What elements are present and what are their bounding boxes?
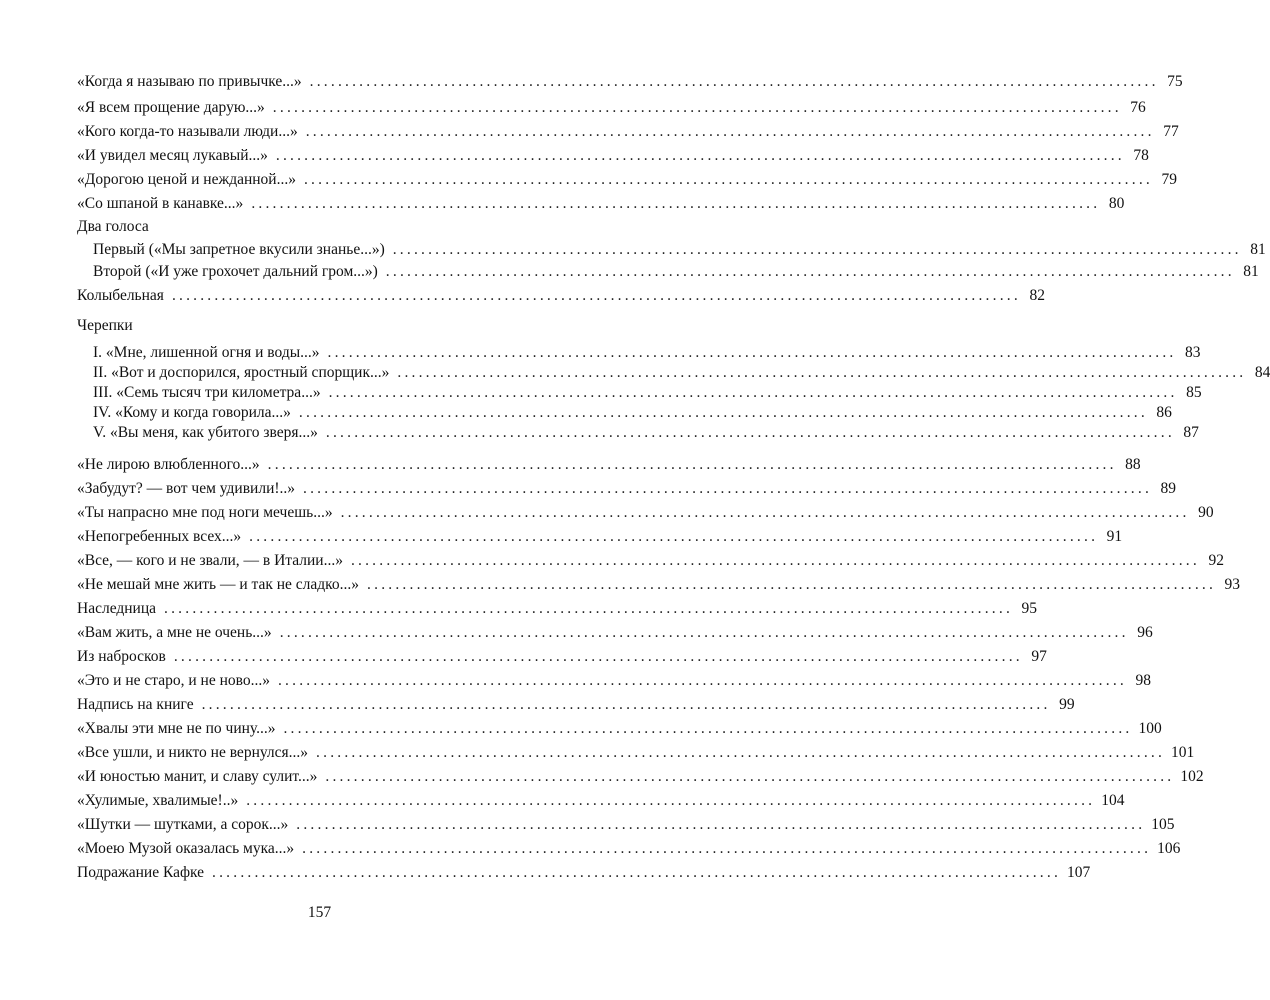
toc-entry-page: 101 <box>1171 744 1195 761</box>
leader-dots: ........................................................................................................................ <box>367 576 1217 593</box>
toc-entry-title: «Это и не старо, и не ново...» <box>77 672 270 689</box>
section-heading-shards: Черепки <box>77 317 133 334</box>
leader-dots: ........................................................................................................................ <box>328 384 1178 401</box>
leader-dots: ........................................................................................................................ <box>275 147 1125 164</box>
toc-entry-title: Надпись на книге <box>77 696 194 713</box>
leader-dots: ........................................................................................................................ <box>392 241 1242 258</box>
toc-entry <box>77 863 1091 883</box>
toc-entry <box>77 839 1181 859</box>
toc-entry-page: 105 <box>1151 816 1175 833</box>
leader-dots: ........................................................................................................................ <box>302 840 1152 857</box>
toc-entry-title: «Не лирою влюбленного...» <box>77 456 260 473</box>
leader-dots: ........................................................................................................................ <box>212 864 1062 881</box>
leader-dots: ........................................................................................................................ <box>316 744 1166 761</box>
leader-dots: ........................................................................................................................ <box>267 456 1117 473</box>
toc-entry-page: 95 <box>1021 600 1038 617</box>
leader-dots: ........................................................................................................................ <box>249 528 1099 545</box>
toc-entry-title: IV. «Кому и когда говорила...» <box>93 404 291 421</box>
leader-dots: ........................................................................................................................ <box>283 720 1133 737</box>
toc-entry-title: «Все ушли, и никто не вернулся...» <box>77 744 309 761</box>
leader-dots: ........................................................................................................................ <box>309 73 1159 90</box>
toc-entry <box>77 455 1141 475</box>
toc-entry <box>77 623 1153 643</box>
toc-entry-page: 79 <box>1161 171 1177 188</box>
toc-entry <box>77 343 1201 363</box>
leader-dots: ........................................................................................................................ <box>325 768 1175 785</box>
toc-entry-title: «Со шпаной в канавке...» <box>77 195 244 212</box>
toc-entry-page: 90 <box>1198 504 1214 521</box>
toc-entry-title: «Шутки — шутками, а сорок...» <box>77 816 289 833</box>
toc-entry <box>77 146 1149 166</box>
toc-entry-page: 86 <box>1156 404 1172 421</box>
toc-entry <box>77 671 1151 691</box>
toc-entry-title: «И юностью манит, и славу сулит...» <box>77 768 318 785</box>
leader-dots: ........................................................................................................................ <box>272 99 1122 116</box>
toc-entry-page: 102 <box>1180 768 1204 785</box>
toc-entry-title: Второй («И уже грохочет дальний гром...») <box>93 263 378 280</box>
toc-entry <box>77 383 1202 403</box>
leader-dots: ........................................................................................................................ <box>164 600 1014 617</box>
toc-entry-page: 80 <box>1108 195 1125 212</box>
leader-dots: ........................................................................................................................ <box>277 672 1127 689</box>
toc-entry-title: «Забудут? — вот чем удивили!..» <box>77 480 296 497</box>
toc-entry-page: 106 <box>1157 840 1181 857</box>
toc-entry <box>77 791 1125 811</box>
toc-entry <box>77 403 1172 423</box>
toc-entry <box>77 479 1177 499</box>
toc-entry <box>77 72 1183 92</box>
toc-entry-title: Первый («Мы запретное вкусили знанье...») <box>93 241 385 258</box>
leader-dots: ........................................................................................................................ <box>251 195 1101 212</box>
toc-entry <box>77 767 1204 787</box>
leader-dots: ........................................................................................................................ <box>303 171 1153 188</box>
toc-entry-page: 107 <box>1067 864 1091 881</box>
toc-entry-page: 76 <box>1130 99 1146 116</box>
toc-entry-title: I. «Мне, лишенной огня и воды...» <box>93 344 320 361</box>
toc-entry-page: 82 <box>1029 287 1045 304</box>
leader-dots: ........................................................................................................................ <box>279 624 1129 641</box>
leader-dots: ........................................................................................................................ <box>201 696 1051 713</box>
page-number: 157 <box>307 904 332 921</box>
leader-dots: ........................................................................................................................ <box>305 123 1155 140</box>
toc-entry-title: «Ты напрасно мне под ноги мечешь...» <box>77 504 333 521</box>
toc-entry-title: «Вам жить, а мне не очень...» <box>77 624 272 641</box>
toc-entry <box>77 575 1241 595</box>
toc-entry <box>77 363 1270 383</box>
toc-entry-page: 89 <box>1160 480 1177 497</box>
toc-entry-page: 104 <box>1101 792 1125 809</box>
toc-entry-page: 78 <box>1133 147 1149 164</box>
toc-entry-title: «Моею Музой оказалась мука...» <box>77 840 295 857</box>
toc-entry-page: 96 <box>1137 624 1153 641</box>
leader-dots: ........................................................................................................................ <box>350 552 1200 569</box>
toc-entry <box>77 647 1047 667</box>
leader-dots: ........................................................................................................................ <box>173 648 1023 665</box>
toc-entry-page: 77 <box>1163 123 1179 140</box>
leader-dots: ........................................................................................................................ <box>385 263 1235 280</box>
toc-entry <box>77 240 1266 260</box>
toc-entry <box>77 815 1175 835</box>
toc-entry-page: 81 <box>1243 263 1259 280</box>
leader-dots: ........................................................................................................................ <box>340 504 1190 521</box>
toc-entry-page: 84 <box>1254 364 1270 381</box>
toc-entry-title: «Кого когда-то называли люди...» <box>77 123 298 140</box>
leader-dots: ........................................................................................................................ <box>298 404 1148 421</box>
leader-dots: ........................................................................................................................ <box>296 816 1146 833</box>
leader-dots: ........................................................................................................................ <box>327 344 1177 361</box>
toc-entry <box>77 551 1224 571</box>
section-heading-two-voices: Два голоса <box>77 218 149 235</box>
toc-entry <box>77 122 1179 142</box>
toc-entry-page: 99 <box>1059 696 1075 713</box>
toc-entry <box>77 262 1259 282</box>
leader-dots: ........................................................................................................................ <box>171 287 1021 304</box>
toc-entry-title: «Непогребенных всех...» <box>77 528 242 545</box>
leader-dots: ........................................................................................................................ <box>397 364 1247 381</box>
toc-entry-page: 98 <box>1135 672 1151 689</box>
toc-entry <box>77 527 1123 547</box>
toc-entry <box>77 170 1177 190</box>
toc-entry-page: 75 <box>1167 73 1183 90</box>
toc-entry <box>77 194 1125 214</box>
toc-entry <box>77 503 1214 523</box>
toc-entry-page: 81 <box>1250 241 1266 258</box>
toc-entry-page: 88 <box>1125 456 1141 473</box>
leader-dots: ........................................................................................................................ <box>325 424 1175 441</box>
toc-entry-title: «Не мешай мне жить — и так не сладко...» <box>77 576 360 593</box>
toc-entry <box>77 286 1045 306</box>
toc-entry-title: «Я всем прощение дарую...» <box>77 99 265 116</box>
toc-entry-title: II. «Вот и доспорился, яростный спорщик...» <box>93 364 390 381</box>
toc-entry-title: Подражание Кафке <box>77 864 205 881</box>
toc-entry-title: «Когда я называю по привычке...» <box>77 73 302 90</box>
toc-entry-page: 92 <box>1208 552 1224 569</box>
toc-entry-title: Колыбельная <box>77 287 164 304</box>
leader-dots: ........................................................................................................................ <box>303 480 1153 497</box>
toc-entry-title: «Хулимые, хвалимые!..» <box>77 792 239 809</box>
leader-dots: ........................................................................................................................ <box>246 792 1096 809</box>
toc-entry-page: 100 <box>1138 720 1162 737</box>
toc-entry-page: 91 <box>1106 528 1123 545</box>
toc-entry <box>77 743 1195 763</box>
toc-entry-page: 83 <box>1185 344 1201 361</box>
toc-entry-title: «Все, — кого и не звали, — в Италии...» <box>77 552 343 569</box>
toc-entry-title: Наследница <box>77 600 157 617</box>
toc-entry-title: «Дорогою ценой и нежданной...» <box>77 171 296 188</box>
toc-entry-page: 87 <box>1183 424 1199 441</box>
toc-entry-page: 97 <box>1031 648 1047 665</box>
toc-entry-page: 93 <box>1224 576 1241 593</box>
toc-entry-title: «И увидел месяц лукавый...» <box>77 147 268 164</box>
toc-entry-title: III. «Семь тысяч три километра...» <box>93 384 321 401</box>
toc-entry <box>77 695 1075 715</box>
toc-entry-page: 85 <box>1186 384 1202 401</box>
toc-entry <box>77 719 1162 739</box>
toc-entry-title: V. «Вы меня, как убитого зверя...» <box>93 424 318 441</box>
toc-entry <box>77 423 1199 443</box>
toc-entry-title: Из набросков <box>77 648 166 665</box>
toc-entry-title: «Хвалы эти мне не по чину...» <box>77 720 276 737</box>
toc-entry <box>77 98 1146 118</box>
toc-entry <box>77 599 1038 619</box>
